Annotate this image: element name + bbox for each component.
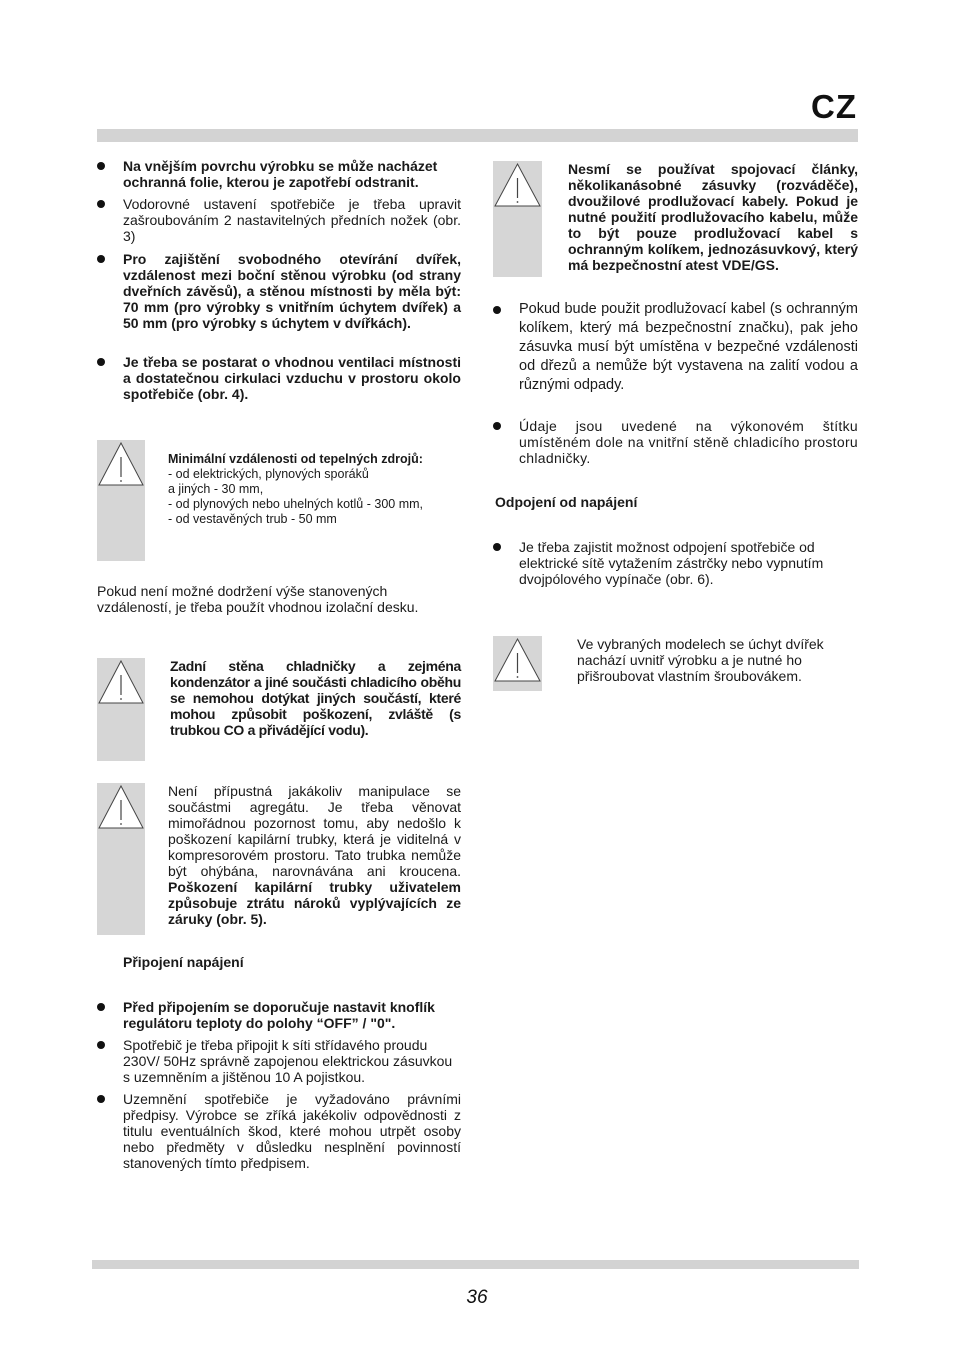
bullet-icon — [493, 543, 501, 551]
warning-sidebar — [97, 658, 145, 761]
warning-line: - od vestavěných trub - 50 mm — [168, 512, 337, 526]
bullet-icon — [97, 358, 105, 366]
list-item-text: Uzemnění spotřebiče je vyžadováno právními předpisy. Výrobce se zříká jakékoliv odpovědnosti z titulu eventuálních škod, které mohou utrpět osoby nebo předměty v důsledku nesplnění povinností stanovených tímto předpisem. — [123, 1091, 461, 1171]
warning-sidebar — [493, 636, 542, 691]
bullet-icon — [493, 306, 501, 314]
bullet-icon — [97, 1095, 105, 1103]
warning-line: a jiných - 30 mm, — [168, 482, 264, 496]
header-divider — [97, 129, 858, 142]
warning-heat-distance — [168, 452, 468, 527]
warning-condenser: Zadní stěna chladničky a zejména kondenzátor a jiné součásti chladicího oběhu se nemohou dotýkat jiných součástí, které mohou způsobit poškození, zvláště (s trubkou CO a přivádějící vodu). — [170, 658, 461, 738]
language-code: CZ — [811, 88, 857, 125]
warning-bold-text: Poškození kapilární trubky uživatelem způsobuje ztrátu nároků vyplývajících ze záruky (obr. 5). — [168, 879, 461, 927]
warning-triangle-icon — [97, 783, 145, 831]
bullet-icon — [493, 422, 501, 430]
bullet-icon — [97, 1003, 105, 1011]
footer-divider — [92, 1260, 859, 1269]
list-item-text: Na vnějším povrchu výrobku se může nacházet ochranná folie, kterou je zapotřebí odstranit. — [123, 158, 438, 190]
warning-door-handle: Ve vybraných modelech se úchyt dvířek nachází uvnitř výrobku a je nutné ho přišroubovat vlastním šroubovákem. — [577, 636, 824, 684]
list-item-text: Je třeba se postarat o vhodnou ventilaci místnosti a dostatečnou cirkulaci vzduchu v prostoru okolo spotřebiče (obr. 4). — [123, 354, 461, 402]
list-item — [97, 251, 461, 331]
list-item-text: Pokud bude použit prodlužovací kabel (s ochranným kolíkem, který má bezpečnostní značku), pak jeho zásuvka musí být umístěna v bezpečné vzdálenosti od dřezů a nemůže být vystavena na zalití vodou a různými odpady. — [519, 301, 858, 393]
warning-sidebar — [97, 783, 145, 935]
warning-triangle-icon — [493, 161, 542, 209]
bullet-icon — [97, 162, 105, 170]
list-item-text: Je třeba zajistit možnost odpojení spotřebiče od elektrické sítě vytažením zástrčky nebo vypnutím dvojpólového vypínače (obr. 6). — [519, 539, 824, 587]
list-item — [97, 196, 461, 244]
list-item — [97, 1037, 461, 1085]
bullet-icon — [97, 200, 105, 208]
warning-extension-cables: Nesmí se používat spojovací články, několikanásobné zásuvky (rozváděče), dvoužilové prodlužovací kabely. Pokud je nutné použití prodlužovacího kabelu, může to být pouze prodlužovací kabel s ochranným kolíkem, jednozásuvkový, který má bezpečnostní atest VDE/GS. — [568, 161, 858, 273]
warning-sidebar — [97, 440, 145, 561]
list-item — [97, 1091, 461, 1171]
list-item — [493, 300, 858, 395]
list-item — [493, 418, 858, 466]
section-heading-power: Připojení napájení — [123, 954, 244, 970]
list-item-text: Vodorovné ustavení spotřebiče je třeba upravit zašroubováním 2 nastavitelných předních nožek (obr. 3) — [123, 196, 461, 244]
warning-line: - od plynových nebo uhelných kotlů - 300 mm, — [168, 497, 423, 511]
list-item-text: Spotřebič je třeba připojit k síti střídavého proudu 230V/ 50Hz správně zapojenou elektrickou zásuvkou s uzemněním a jištěnou 10 A pojistkou. — [123, 1037, 453, 1085]
bullet-icon — [97, 1041, 105, 1049]
insulation-paragraph: Pokud není možné dodržení výše stanovených vzdáleností, je třeba použít vhodnou izolační desku. — [97, 583, 419, 615]
list-item — [97, 354, 461, 402]
warning-triangle-icon — [97, 658, 145, 706]
section-heading-disconnect: Odpojení od napájení — [495, 494, 638, 510]
list-item — [97, 999, 461, 1031]
warning-sidebar — [493, 161, 542, 277]
warning-line: - od elektrických, plynových sporáků — [168, 467, 369, 481]
list-item — [493, 539, 858, 587]
warning-triangle-icon — [97, 440, 145, 488]
warning-text: Není přípustná jakákoliv manipulace se součástmi agregátu. Je třeba věnovat mimořádnou pozornost tomu, aby nedošlo k poškození kapilární trubky, která je viditelná v kompresorovém prostoru. Tato trubka nemůže být ohýbána, narovnávána ani kroucena. — [168, 783, 461, 879]
page-number: 36 — [466, 1287, 488, 1308]
warning-capillary-tube — [168, 783, 461, 927]
warning-title: Minimální vzdálenosti od tepelných zdrojů: — [168, 452, 423, 466]
bullet-icon — [97, 255, 105, 263]
list-item — [97, 158, 461, 190]
list-item-text: Pro zajištění svobodného otevírání dvířek, vzdálenost mezi boční stěnou výrobku (od strany dveřních závěsů), a stěnou místnosti by měla být: 70 mm (pro výrobky s vnitřním úchytem dvířek) a 50 mm (pro výrobky s úchytem v dvířkách). — [123, 251, 461, 331]
list-item-text: Před připojením se doporučuje nastavit knoflík regulátoru teploty do polohy “OFF” / "0". — [123, 999, 435, 1031]
warning-triangle-icon — [493, 636, 542, 684]
list-item-text: Údaje jsou uvedené na výkonovém štítku umístěném dole na vnitřní stěně chladicího prostoru chladničky. — [519, 418, 858, 466]
